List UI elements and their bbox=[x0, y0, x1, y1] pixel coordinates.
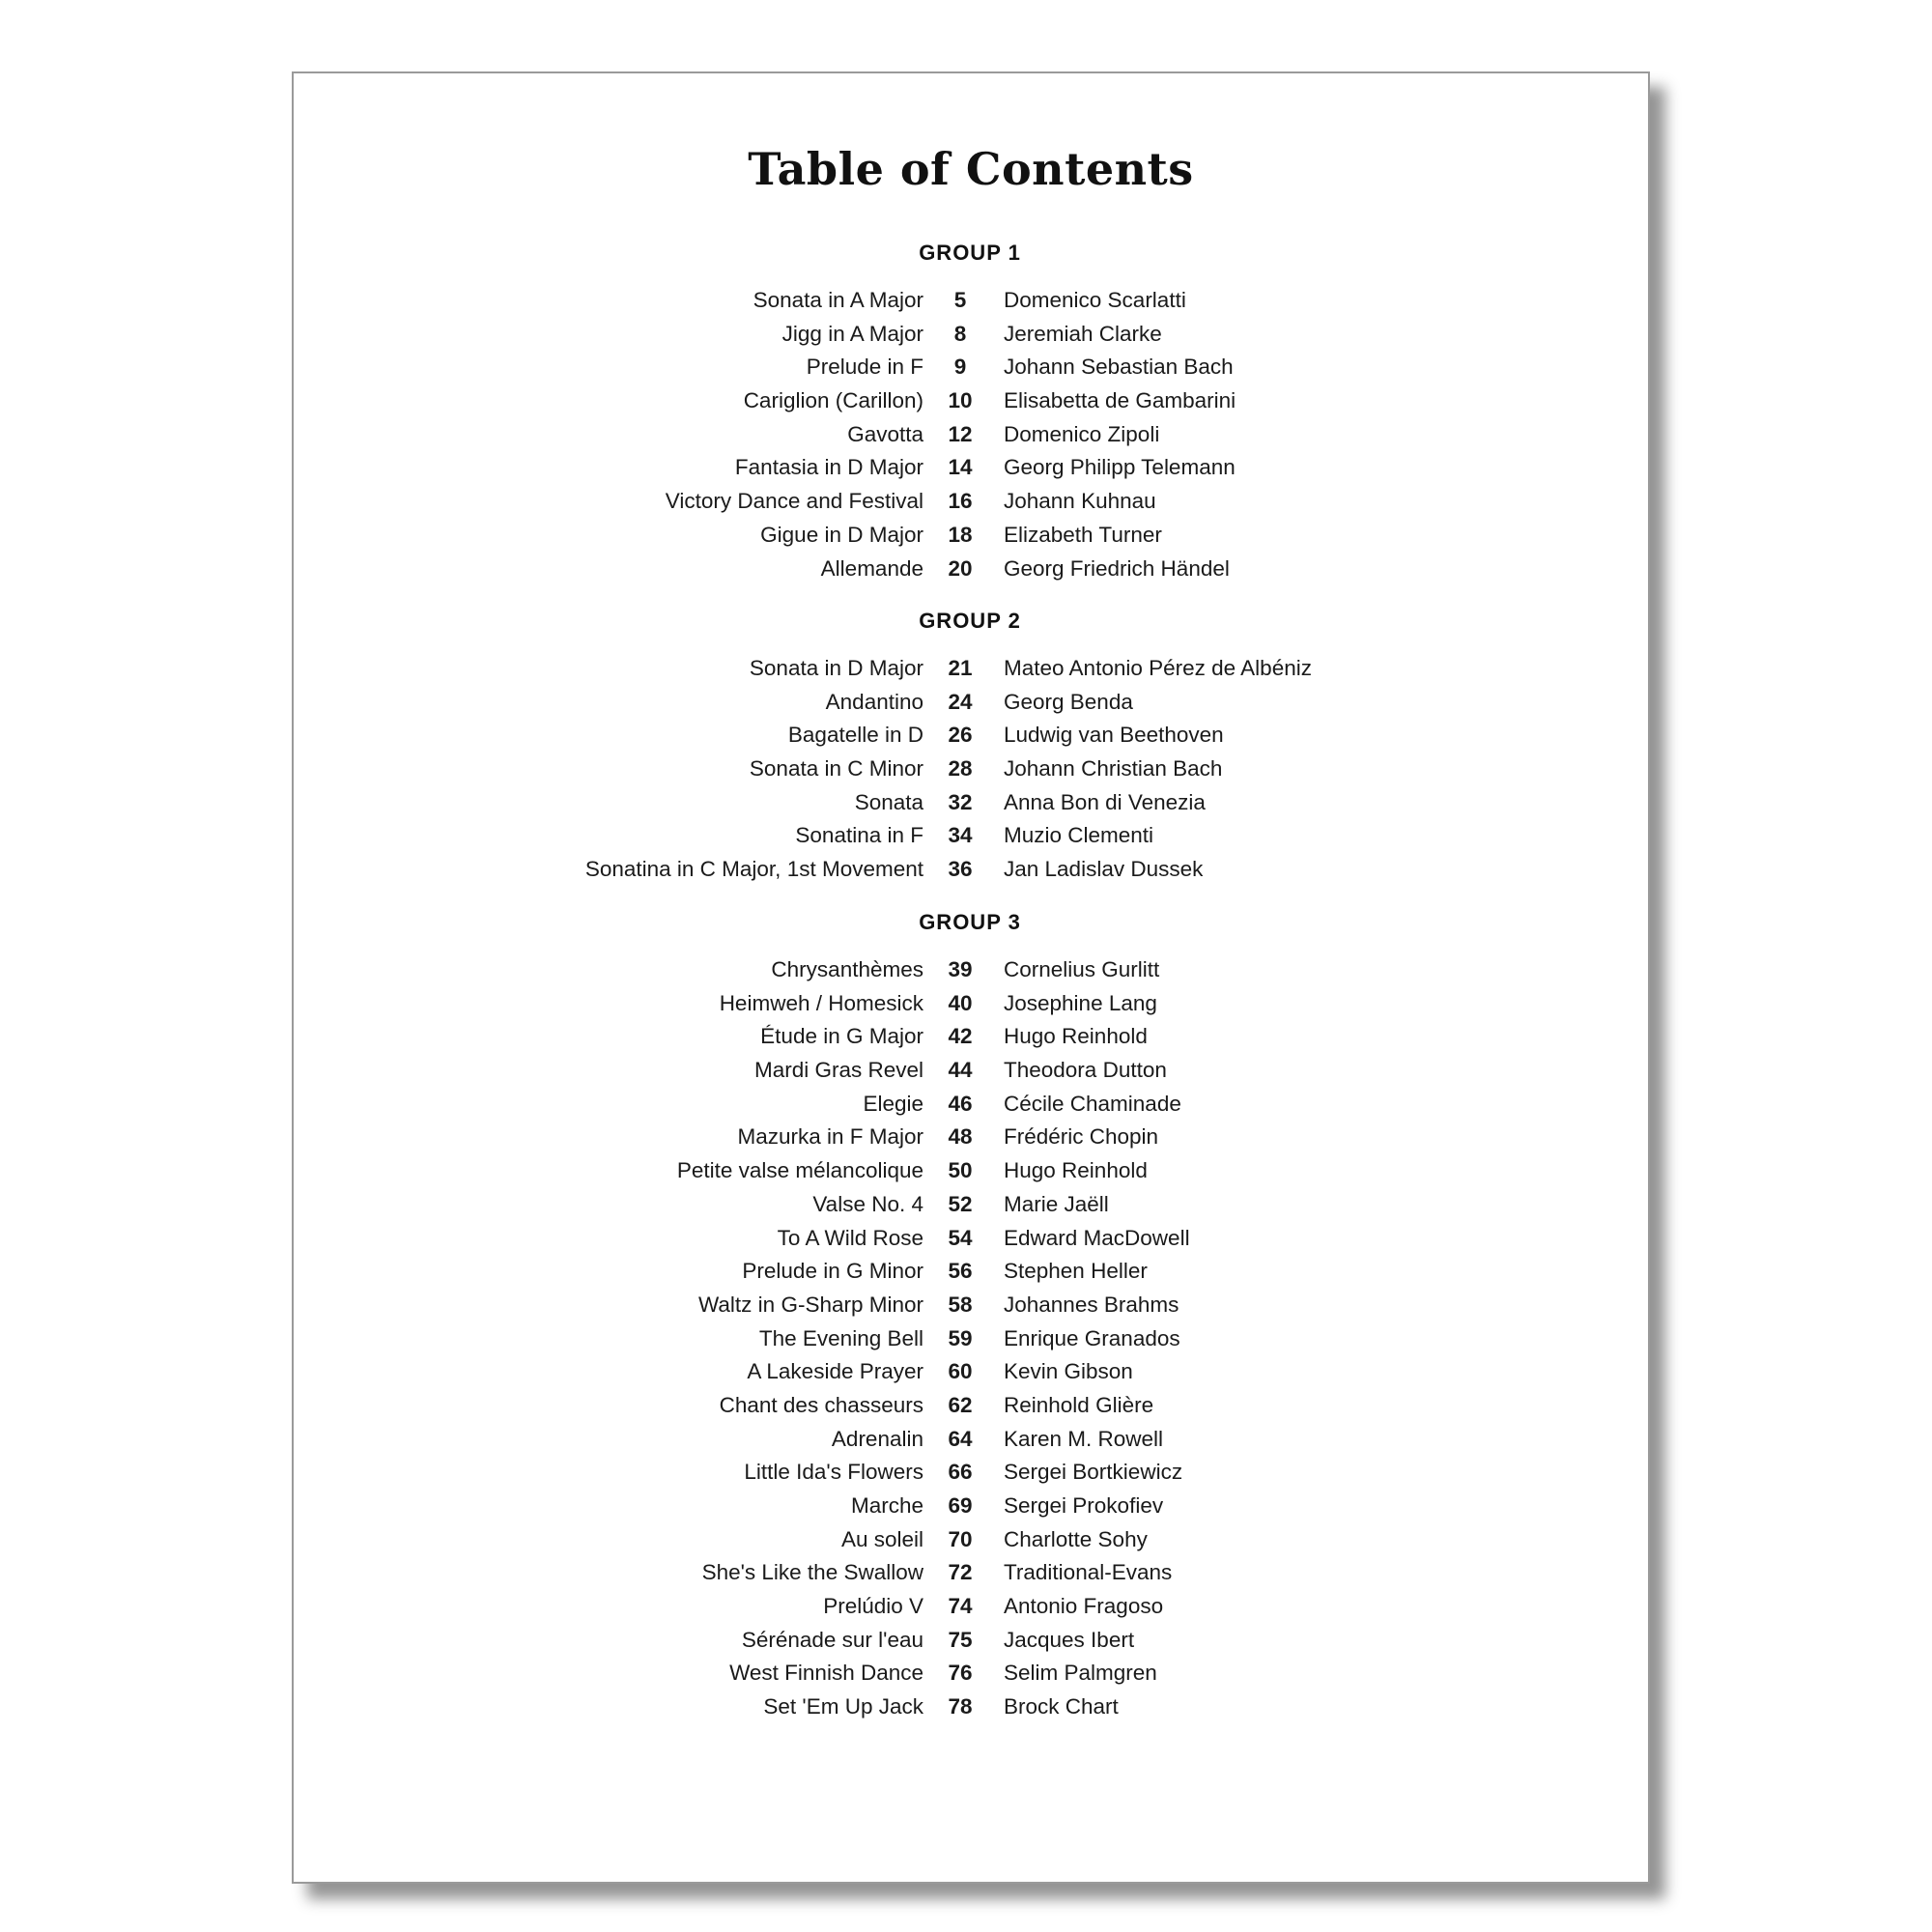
contents-entry bbox=[294, 719, 1648, 753]
contents-list bbox=[294, 284, 1648, 585]
composer-name: Jeremiah Clarke bbox=[1004, 321, 1162, 346]
piece-title: Cariglion (Carillon) bbox=[743, 388, 923, 413]
composer-name: Jacques Ibert bbox=[1004, 1627, 1135, 1652]
piece-title: Valse No. 4 bbox=[812, 1191, 923, 1216]
composer-name: Elizabeth Turner bbox=[1004, 522, 1162, 547]
composer-name: Anna Bon di Venezia bbox=[1004, 789, 1206, 814]
contents-entry bbox=[294, 1690, 1648, 1724]
contents-entry bbox=[294, 1523, 1648, 1557]
piece-title: Sonata bbox=[854, 789, 923, 814]
composer-name: Karen M. Rowell bbox=[1004, 1426, 1164, 1451]
page-number: 42 bbox=[948, 1024, 973, 1049]
page-number: 18 bbox=[948, 522, 973, 547]
page-number: 14 bbox=[948, 455, 973, 480]
contents-entry bbox=[294, 987, 1648, 1021]
page-number: 32 bbox=[948, 789, 973, 814]
page-number: 70 bbox=[948, 1526, 973, 1551]
page-number: 48 bbox=[948, 1124, 973, 1150]
page-number: 74 bbox=[948, 1594, 973, 1619]
piece-title: Mardi Gras Revel bbox=[753, 1058, 923, 1083]
contents-entry bbox=[294, 853, 1648, 887]
contents-entry bbox=[294, 1490, 1648, 1523]
piece-title: Mazurka in F Major bbox=[737, 1124, 923, 1150]
document-page bbox=[292, 71, 1650, 1884]
composer-name: Selim Palmgren bbox=[1004, 1661, 1157, 1686]
contents-entry bbox=[294, 1222, 1648, 1256]
contents-entry bbox=[294, 1423, 1648, 1457]
piece-title: Allemande bbox=[820, 555, 923, 581]
group-heading: GROUP 1 bbox=[919, 241, 1021, 265]
composer-name: Reinhold Glière bbox=[1004, 1392, 1154, 1417]
page-title: Table of Contents bbox=[748, 143, 1194, 195]
contents-entry bbox=[294, 786, 1648, 820]
contents-entry bbox=[294, 318, 1648, 352]
contents-entry bbox=[294, 418, 1648, 452]
piece-title: West Finnish Dance bbox=[729, 1661, 923, 1686]
composer-name: Johann Kuhnau bbox=[1004, 489, 1156, 514]
page-number: 54 bbox=[948, 1225, 973, 1250]
composer-name: Johannes Brahms bbox=[1004, 1292, 1179, 1317]
composer-name: Mateo Antonio Pérez de Albéniz bbox=[1004, 656, 1312, 680]
composer-name: Georg Friedrich Händel bbox=[1004, 555, 1230, 581]
piece-title: Sonatina in C Major, 1st Movement bbox=[584, 857, 923, 882]
composer-name: Hugo Reinhold bbox=[1004, 1158, 1148, 1183]
page-number: 60 bbox=[948, 1359, 973, 1384]
contents-entry bbox=[294, 953, 1648, 987]
group-heading: GROUP 3 bbox=[919, 910, 1021, 934]
contents-entry bbox=[294, 284, 1648, 318]
piece-title: Prelude in G Minor bbox=[742, 1259, 923, 1284]
piece-title: Au soleil bbox=[840, 1526, 923, 1551]
page-number: 66 bbox=[948, 1460, 973, 1485]
piece-title: Prelúdio V bbox=[823, 1594, 923, 1619]
composer-name: Muzio Clementi bbox=[1004, 823, 1154, 848]
contents-entry bbox=[294, 1456, 1648, 1490]
page-number: 64 bbox=[948, 1426, 973, 1451]
piece-title: She's Like the Swallow bbox=[701, 1560, 923, 1585]
piece-title: Elegie bbox=[863, 1091, 923, 1116]
contents-list bbox=[294, 953, 1648, 1724]
contents-entry bbox=[294, 1054, 1648, 1088]
contents-entry bbox=[294, 1154, 1648, 1188]
piece-title: Victory Dance and Festival bbox=[665, 489, 923, 514]
piece-title: Sonata in C Minor bbox=[749, 756, 923, 781]
contents-entry bbox=[294, 1657, 1648, 1690]
contents-entry bbox=[294, 1121, 1648, 1154]
page-number: 8 bbox=[953, 321, 967, 346]
contents-entry bbox=[294, 753, 1648, 786]
piece-title: A Lakeside Prayer bbox=[747, 1359, 923, 1384]
page-number: 69 bbox=[948, 1493, 973, 1518]
piece-title: Chrysanthèmes bbox=[771, 957, 923, 981]
page-number: 59 bbox=[948, 1325, 973, 1350]
contents-entry bbox=[294, 1088, 1648, 1122]
contents-entry bbox=[294, 1590, 1648, 1624]
contents-entry bbox=[294, 485, 1648, 519]
page-number: 76 bbox=[948, 1661, 973, 1686]
composer-name: Josephine Lang bbox=[1004, 990, 1157, 1015]
page-number: 56 bbox=[948, 1259, 973, 1284]
composer-name: Cornelius Gurlitt bbox=[1004, 957, 1160, 981]
contents-entry bbox=[294, 1255, 1648, 1289]
composer-name: Domenico Zipoli bbox=[1004, 421, 1160, 446]
composer-name: Jan Ladislav Dussek bbox=[1004, 857, 1204, 882]
composer-name: Marie Jaëll bbox=[1004, 1191, 1109, 1216]
piece-title: Sonatina in F bbox=[795, 823, 923, 848]
contents-entry bbox=[294, 519, 1648, 553]
page-number: 10 bbox=[948, 388, 973, 413]
composer-name: Georg Benda bbox=[1004, 689, 1133, 714]
page-number: 62 bbox=[948, 1392, 973, 1417]
piece-title: Marche bbox=[850, 1493, 923, 1518]
composer-name: Antonio Fragoso bbox=[1004, 1594, 1164, 1619]
composer-name: Charlotte Sohy bbox=[1004, 1526, 1148, 1551]
page-number: 9 bbox=[953, 355, 967, 380]
composer-name: Frédéric Chopin bbox=[1004, 1124, 1159, 1150]
piece-title: Bagatelle in D bbox=[787, 723, 923, 748]
contents-list bbox=[294, 652, 1648, 887]
contents-entry bbox=[294, 351, 1648, 384]
composer-name: Theodora Dutton bbox=[1004, 1058, 1167, 1083]
page-number: 46 bbox=[948, 1091, 973, 1116]
page-number: 26 bbox=[948, 723, 973, 748]
contents-entry bbox=[294, 384, 1648, 418]
contents-entry bbox=[294, 451, 1648, 485]
page-number: 20 bbox=[948, 555, 973, 581]
contents-entry bbox=[294, 1188, 1648, 1222]
page-number: 50 bbox=[948, 1158, 973, 1183]
composer-name: Stephen Heller bbox=[1004, 1259, 1148, 1284]
contents-entry bbox=[294, 1556, 1648, 1590]
composer-name: Domenico Scarlatti bbox=[1004, 288, 1186, 312]
composer-name: Johann Christian Bach bbox=[1004, 756, 1223, 781]
piece-title: Chant des chasseurs bbox=[719, 1392, 923, 1417]
page-number: 28 bbox=[948, 756, 973, 781]
contents-entry bbox=[294, 1020, 1648, 1054]
contents-entry bbox=[294, 1624, 1648, 1658]
piece-title: Gavotta bbox=[847, 421, 923, 446]
piece-title: Fantasia in D Major bbox=[734, 455, 923, 480]
composer-name: Georg Philipp Telemann bbox=[1004, 455, 1236, 480]
composer-name: Edward MacDowell bbox=[1004, 1225, 1190, 1250]
piece-title: Gigue in D Major bbox=[760, 522, 923, 547]
page-number: 16 bbox=[948, 489, 973, 514]
page-number: 39 bbox=[948, 957, 973, 981]
piece-title: Andantino bbox=[825, 689, 923, 714]
contents-entry bbox=[294, 686, 1648, 720]
piece-title: Sérénade sur l'eau bbox=[741, 1627, 923, 1652]
page-number: 24 bbox=[948, 689, 973, 714]
composer-name: Sergei Prokofiev bbox=[1004, 1493, 1164, 1518]
piece-title: Adrenalin bbox=[831, 1426, 923, 1451]
contents-entry bbox=[294, 819, 1648, 853]
page-number: 52 bbox=[948, 1191, 973, 1216]
page-number: 44 bbox=[948, 1058, 973, 1083]
piece-title: Sonata in A Major bbox=[753, 288, 923, 312]
piece-title: Jigg in A Major bbox=[781, 321, 923, 346]
composer-name: Cécile Chaminade bbox=[1004, 1091, 1181, 1116]
composer-name: Brock Chart bbox=[1004, 1694, 1119, 1719]
composer-name: Sergei Bortkiewicz bbox=[1004, 1460, 1183, 1485]
contents-entry bbox=[294, 553, 1648, 586]
page-number: 34 bbox=[948, 823, 973, 848]
piece-title: Waltz in G-Sharp Minor bbox=[698, 1292, 923, 1317]
piece-title: Prelude in F bbox=[806, 355, 923, 380]
group-heading: GROUP 2 bbox=[919, 609, 1021, 633]
page-number: 12 bbox=[948, 421, 973, 446]
page-number: 58 bbox=[948, 1292, 973, 1317]
composer-name: Enrique Granados bbox=[1004, 1325, 1180, 1350]
composer-name: Traditional-Evans bbox=[1004, 1560, 1173, 1585]
piece-title: Petite valse mélancolique bbox=[676, 1158, 923, 1183]
piece-title: Set 'Em Up Jack bbox=[763, 1694, 923, 1719]
page-number: 5 bbox=[953, 288, 967, 312]
composer-name: Johann Sebastian Bach bbox=[1004, 355, 1234, 380]
piece-title: Sonata in D Major bbox=[749, 656, 923, 680]
page-number: 75 bbox=[948, 1627, 973, 1652]
piece-title: Heimweh / Homesick bbox=[719, 990, 923, 1015]
page-number: 78 bbox=[948, 1694, 973, 1719]
contents-entry bbox=[294, 1389, 1648, 1423]
composer-name: Kevin Gibson bbox=[1004, 1359, 1133, 1384]
composer-name: Ludwig van Beethoven bbox=[1004, 723, 1224, 748]
piece-title: Étude in G Major bbox=[760, 1024, 923, 1049]
composer-name: Elisabetta de Gambarini bbox=[1004, 388, 1236, 413]
contents-entry bbox=[294, 652, 1648, 686]
page-number: 21 bbox=[948, 656, 973, 680]
page-number: 36 bbox=[948, 857, 973, 882]
page-number: 72 bbox=[948, 1560, 973, 1585]
contents-entry bbox=[294, 1322, 1648, 1356]
piece-title: The Evening Bell bbox=[758, 1325, 923, 1350]
composer-name: Hugo Reinhold bbox=[1004, 1024, 1148, 1049]
contents-entry bbox=[294, 1289, 1648, 1322]
page-number: 40 bbox=[948, 990, 973, 1015]
piece-title: Little Ida's Flowers bbox=[744, 1460, 923, 1485]
contents-entry bbox=[294, 1355, 1648, 1389]
piece-title: To A Wild Rose bbox=[777, 1225, 923, 1250]
